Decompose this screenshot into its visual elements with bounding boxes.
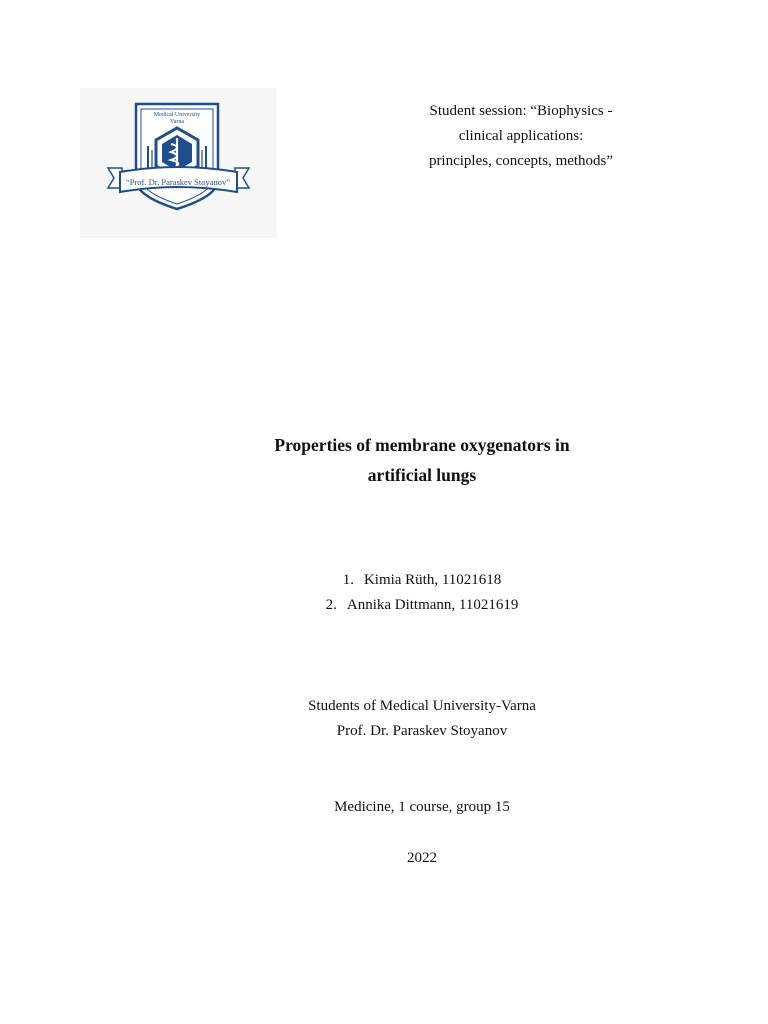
session-line-2: clinical applications: [458, 128, 584, 144]
paper-title [172, 430, 672, 490]
session-line-3: principles, concepts, methods” [428, 153, 614, 169]
university-logo [80, 88, 277, 238]
year: 2022 [407, 850, 437, 866]
logo-top-text-1: Medical University [153, 112, 201, 118]
student-affiliation [172, 694, 672, 744]
title-line-2: artificial lungs [367, 465, 477, 485]
logo-ribbon-text: “Prof. Dr. Paraskev Stoyanov” [125, 177, 231, 187]
title-line-1: Properties of membrane oxygenators in [274, 435, 570, 455]
affiliation-line-1: Students of Medical University-Varna [308, 698, 536, 714]
author-item [172, 568, 672, 593]
author-list [172, 568, 672, 618]
author-name: Annika Dittmann, 11021619 [346, 597, 519, 613]
session-heading [400, 99, 642, 174]
author-name: Kimia Rüth, 11021618 [363, 572, 502, 588]
course-info: Medicine, 1 course, group 15 [334, 799, 510, 815]
session-line-1: Student session: “Biophysics - [429, 103, 613, 119]
author-number: 1. [342, 572, 354, 588]
medical-university-crest-icon [80, 88, 277, 238]
author-item [172, 593, 672, 618]
affiliation-line-2: Prof. Dr. Paraskev Stoyanov [336, 723, 508, 739]
logo-top-text-2: Varna [170, 119, 184, 125]
author-number: 2. [325, 597, 337, 613]
